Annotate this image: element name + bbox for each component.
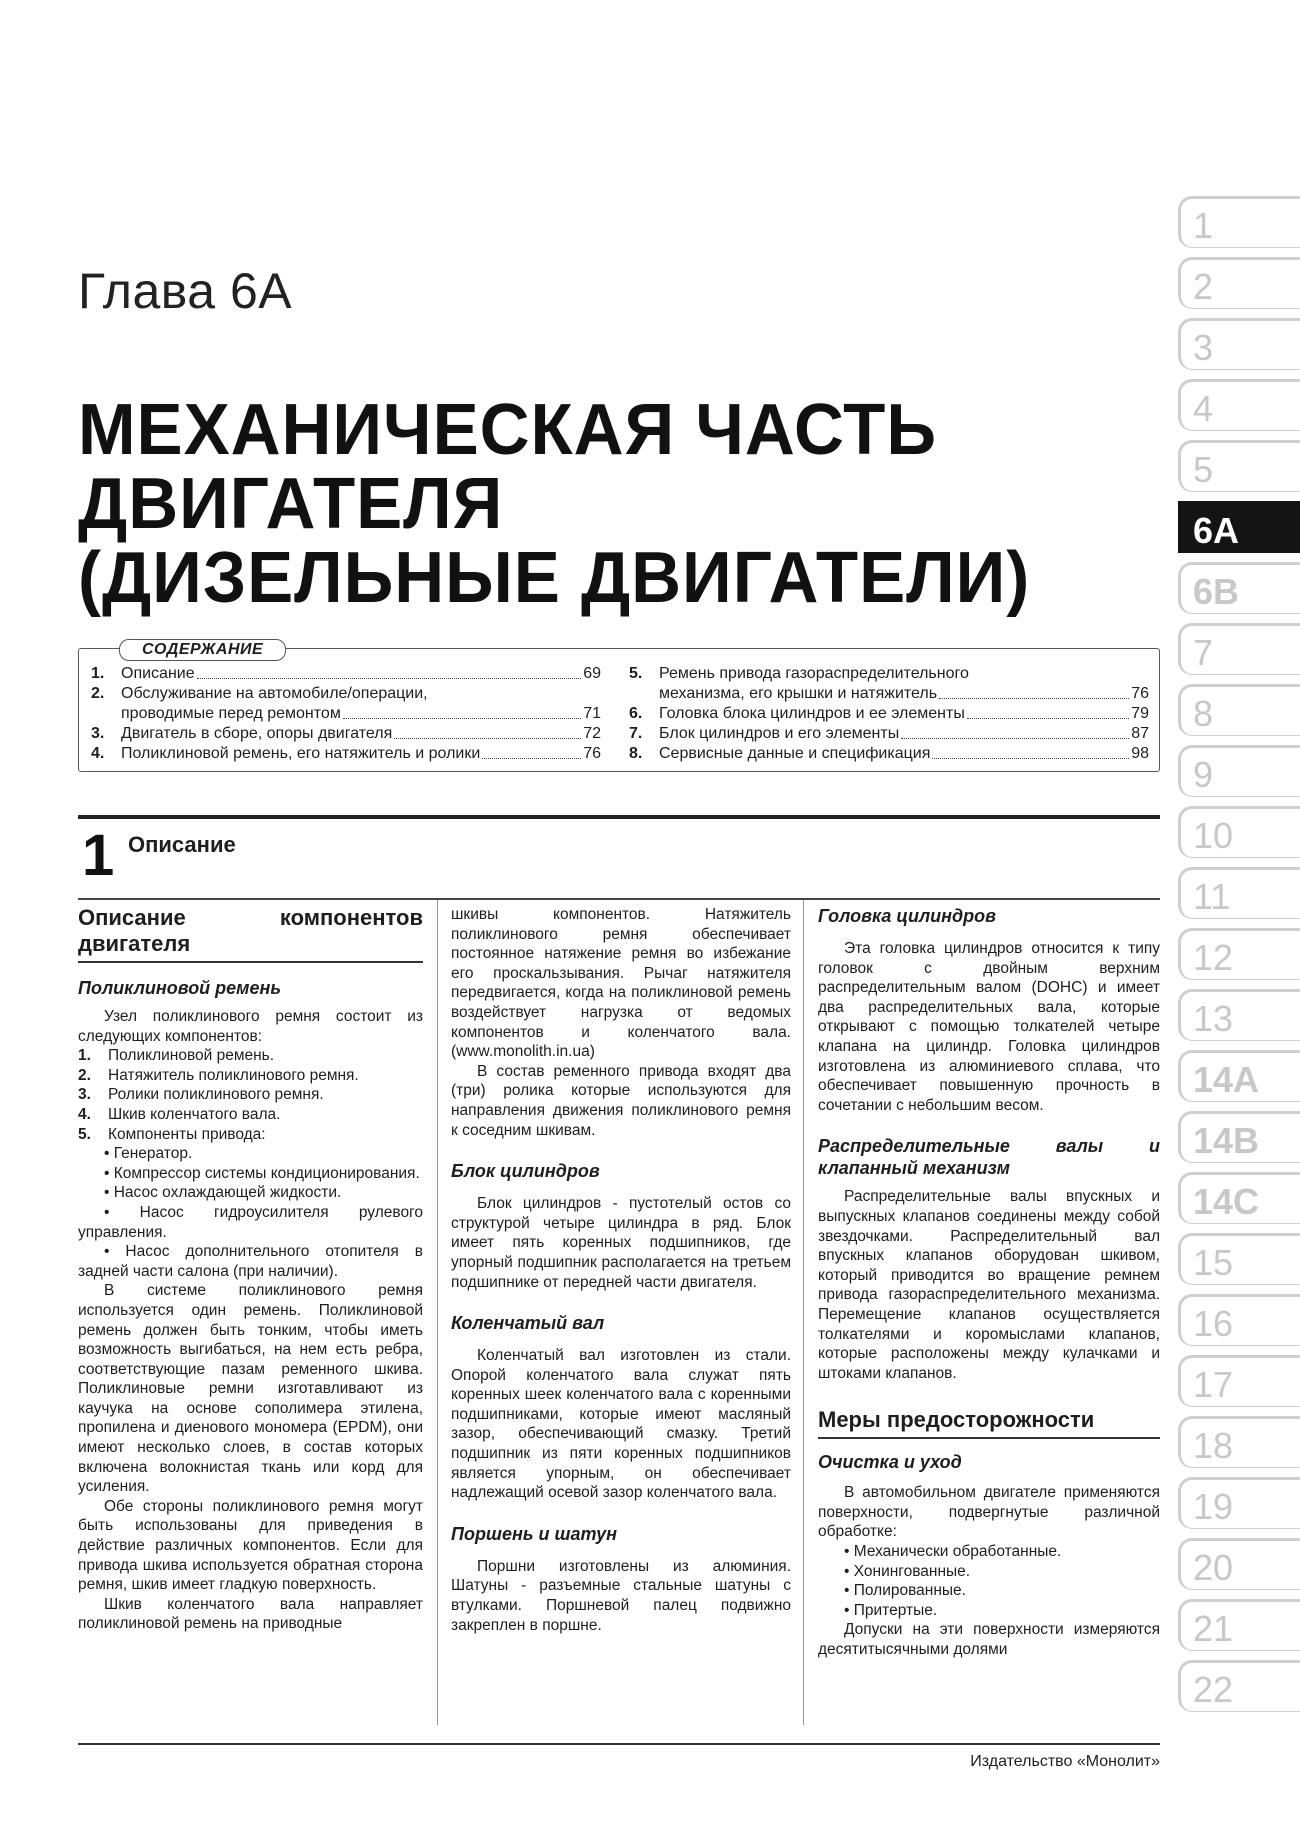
list-item: 5. Компоненты привода: [78,1125,266,1143]
contents-label: СОДЕРЖАНИЕ [119,639,286,661]
paragraph: Поршни изготовлены из алюминия. Шатуны - разъемные стальные шатуны с втулками. Поршневой палец подвижно закреплен в поршне. [451,1557,791,1634]
text-column-3 [818,905,1160,1660]
chapter-tab-2[interactable] [1178,257,1300,309]
chapter-tab-6a[interactable] [1178,501,1300,553]
paragraph: Коленчатый вал изготовлен из стали. Опорой коленчатого вала служат пять коренных шеек коленчатого вала с коренными подшипниками, которые имеют масляный зазор, обеспечивающий смазку. Третий подшипник из пяти коренных подшипников является упорным, он обеспечивает надлежащий осевой зазор коленчатого вала. [451,1347,791,1502]
chapter-label: Глава 6А [78,263,293,319]
chapter-tab-label: 14C [1193,1181,1260,1222]
paragraph: В автомобильном двигателе применяются поверхности, подвергнутые различной обработке: [818,1484,1160,1541]
chapter-tab-label: 1 [1193,205,1214,246]
section-title: Описание [128,832,236,857]
bullet-item: • Насос гидроусилителя рулевого управления. [78,1203,423,1241]
list-item: 4. Шкив коленчатого вала. [78,1105,281,1123]
component-list [78,1046,423,1144]
chapter-tab-16[interactable] [1178,1294,1300,1346]
contents-leader-dots [394,724,581,739]
list-item: 1. Поликлиновой ремень. [78,1047,275,1065]
contents-entry-title: Головка блока цилиндров и ее элементы [659,705,965,722]
heading-rule [78,961,423,963]
publisher-footer: Издательство «Монолит» [970,1753,1160,1770]
title-line: ДВИГАТЕЛЯ [78,464,504,544]
contents-entry-number: 1. [91,665,105,682]
contents-left-column [91,664,601,764]
chapter-tab-label: 10 [1193,815,1234,856]
chapter-tab-20[interactable] [1178,1538,1300,1590]
chapter-tab-21[interactable] [1178,1599,1300,1651]
contents-entry-page: 76 [1131,685,1149,702]
contents-leader-dots [901,724,1129,739]
contents-leader-dots [932,744,1129,759]
chapter-tab-14c[interactable] [1178,1172,1300,1224]
contents-entry [91,684,601,724]
contents-entry-page: 76 [583,745,601,762]
contents-entry-title: Сервисные данные и спецификация [659,745,931,762]
bullet-item: • Насос охлаждающей жидкости. [104,1184,342,1202]
text-column-1 [78,905,423,1634]
text-column-2 [451,905,791,1635]
chapter-tab-12[interactable] [1178,928,1300,980]
subheading-head: Головка цилиндров [818,906,997,926]
footer-rule [78,1743,1160,1745]
chapter-tab-label: 3 [1193,327,1214,368]
chapter-tab-label: 4 [1193,388,1214,429]
contents-entry-title: Двигатель в сборе, опоры двигателя [121,725,393,742]
heading-rule [818,1437,1160,1439]
chapter-tab-label: 18 [1193,1425,1234,1466]
chapter-tab-label: 6B [1193,571,1240,612]
chapter-tab-label: 14B [1193,1120,1260,1161]
contents-entry [91,744,601,764]
contents-entry [629,664,1149,704]
chapter-tab-label: 17 [1193,1364,1234,1405]
bullet-item: • Насос дополнительного отопителя в задней части салона (при наличии). [78,1243,423,1280]
paragraph: Шкив коленчатого вала направляет поликлиновой ремень на приводные [78,1595,423,1633]
contents-entry-number: 4. [91,745,105,762]
chapter-tab-8[interactable] [1178,684,1300,736]
contents-entry-page: 71 [583,705,601,722]
contents-box [78,641,1160,772]
title-line: МЕХАНИЧЕСКАЯ ЧАСТЬ [78,390,938,470]
chapter-tab-6b[interactable] [1178,562,1300,614]
section-number: 1 [82,823,115,888]
contents-entry-title: Блок цилиндров и его элементы [659,725,900,742]
chapter-tab-label: 9 [1193,754,1214,795]
chapter-tab-label: 14A [1193,1059,1260,1100]
subheading-block: Блок цилиндров [451,1161,600,1182]
contents-entry-title: Обслуживание на автомобиле/операции, [121,685,428,702]
contents-entry-title: механизма, его крышки и натяжитель [659,685,938,702]
contents-leader-dots [343,704,581,719]
paragraph: Блок цилиндров - пустотелый остов со структурой четыре цилиндра в ряд. Блок имеет пять коренных подшипников, где упорный подшипник располагается на третьем подшипнике от передней части двигателя. [451,1195,791,1291]
contents-entry-page: 98 [1131,745,1149,762]
chapter-tab-label: 22 [1193,1669,1234,1710]
chapter-tab-17[interactable] [1178,1355,1300,1407]
bullet-item: • Хонингованные. [844,1562,971,1580]
chapter-tab-label: 20 [1193,1547,1234,1588]
contents-entry-number: 5. [629,665,643,682]
chapter-tab-3[interactable] [1178,318,1300,370]
contents-entry-page: 87 [1131,725,1149,742]
chapter-tab-19[interactable] [1178,1477,1300,1529]
contents-entry-number: 6. [629,705,643,722]
contents-entry-title: Поликлиновой ремень, его натяжитель и ролики [121,745,481,762]
bullet-item: • Полированные. [844,1582,966,1600]
chapter-tab-13[interactable] [1178,989,1300,1041]
heading-engine-components: Описание компонентов двигателя [78,905,423,956]
contents-leader-dots [967,704,1129,719]
paragraph: Узел поликлинового ремня состоит из следующих компонентов: [78,1008,423,1045]
chapter-tab-10[interactable] [1178,806,1300,858]
title-line: (ДИЗЕЛЬНЫЕ ДВИГАТЕЛИ) [78,538,1031,618]
contents-entry-title: Описание [121,665,195,682]
subheading-camshafts: Распределительные валы и клапанный механизм [818,1136,1160,1179]
chapter-tab-label: 12 [1193,937,1234,978]
heading-precautions: Меры предосторожности [818,1407,1095,1433]
paragraph: Обе стороны поликлинового ремня могут быть использованы для приведения в действие различных компонентов. Если для привода шкива используется обратная сторона ремня, шкив имеет гладкую поверхность. [78,1497,423,1594]
contents-entry-page: 79 [1131,705,1149,722]
chapter-tab-4[interactable] [1178,379,1300,431]
contents-entry-page: 69 [583,665,601,682]
contents-entry-number: 8. [629,745,643,762]
chapter-tab-11[interactable] [1178,867,1300,919]
list-item: 2. Натяжитель поликлинового ремня. [78,1066,359,1084]
chapter-tab-14a[interactable] [1178,1050,1300,1102]
bullet-item: • Притертые. [844,1601,938,1619]
paragraph: В состав ременного привода входят два (три) ролика которые используются для направления движения поликлинового ремня к соседним шкивам. [451,1062,791,1139]
chapter-title [78,390,1031,618]
contents-right-column [629,664,1149,764]
bullet-item: • Генератор. [104,1145,193,1163]
bullet-item: • Компрессор системы кондиционирования. [104,1164,420,1182]
contents-leader-dots [939,684,1129,699]
paragraph: шкивы компонентов. Натяжитель поликлинового ремня обеспечивает постоянное натяжение ремня во избежание его проскальзывания. Рычаг натяжителя передвигается, когда на поликлиновой ремень воздействует нагрузка от ведомых компонентов и коленчатого вала. (www.monolith.in.ua) [451,906,791,1061]
section-bottom-rule [78,898,1160,900]
chapter-tab-label: 11 [1193,876,1231,917]
contents-entry [91,724,601,744]
chapter-tab-label: 16 [1193,1303,1234,1344]
contents-entry-page: 72 [583,725,601,742]
contents-entry-number: 2. [91,685,105,702]
list-item: 3. Ролики поликлинового ремня. [78,1086,324,1104]
chapter-tab-9[interactable] [1178,745,1300,797]
paragraph: Эта головка цилиндров относится к типу головок с двойным верхним распределительным валом (DOHC) и имеет два распределительных вала, которые открывают с помощью толкателей четыре клапана на цилиндр. Головка цилиндров изготовлена из алюминиевого сплава, что обеспечивает повышенную прочность в сочетании с небольшим весом. [818,940,1160,1114]
chapter-tab-label: 6A [1193,510,1240,551]
contents-entry [629,704,1149,724]
chapter-tab-label: 2 [1193,266,1214,307]
chapter-tab-label: 19 [1193,1486,1234,1527]
contents-entry-number: 3. [91,725,105,742]
bullet-item: • Механически обработанные. [844,1543,1062,1561]
contents-entry [629,744,1149,764]
chapter-tab-label: 15 [1193,1242,1234,1283]
chapter-tab-label: 7 [1193,632,1214,673]
section-top-rule [78,815,1160,819]
contents-leader-dots [482,744,581,759]
paragraph: В системе поликлинового ремня используется один ремень. Поликлиновой ремень должен быть тонким, чтобы иметь возможность выгибаться, на нем есть ребра, соответствующие пазам ременного шкива. Поликлиновые ремни изготавливают из каучука на основе сополимера этилена, пропилена и диенового мономера (EPDM), они имеют несколько слоев, в состав которых включена волокнистая ткань или корд для усиления. [78,1282,423,1496]
chapter-tab-label: 8 [1193,693,1214,734]
subheading-cleaning: Очистка и уход [818,1452,962,1473]
chapter-tab-15[interactable] [1178,1233,1300,1285]
contents-entry [91,664,601,684]
contents-entry-number: 7. [629,725,643,742]
chapter-tab-label: 13 [1193,998,1234,1039]
chapter-tab-18[interactable] [1178,1416,1300,1468]
column-divider [437,900,438,1725]
chapter-tab-7[interactable] [1178,623,1300,675]
chapter-tab-label: 5 [1193,449,1214,490]
contents-entry-title: Ремень привода газораспределительного [659,665,969,682]
subheading-piston: Поршень и шатун [451,1523,617,1544]
contents-entry-title: проводимые перед ремонтом [121,705,341,722]
chapter-tab-label: 21 [1193,1608,1234,1649]
contents-entry [629,724,1149,744]
paragraph: Допуски на эти поверхности измеряются десятитысячными долями [818,1621,1160,1659]
paragraph: Распределительные валы впускных и выпускных клапанов соединены между собой звездочками. Распределительный вал впускных клапанов оборудован шкивом, который приводится во вращение ремнем привода газораспределительного механизма. Перемещение клапанов осуществляется толкателями и коромыслами клапанов, которые расположены между кулачками и штоками клапанов. [818,1188,1160,1382]
contents-leader-dots [197,664,582,679]
chapter-tab-22[interactable] [1178,1660,1300,1712]
chapter-tab-5[interactable] [1178,440,1300,492]
chapter-tab-14b[interactable] [1178,1111,1300,1163]
subheading-belt: Поликлиновой ремень [78,978,282,998]
column-divider [803,900,804,1725]
chapter-tab-1[interactable] [1178,196,1300,248]
subheading-crankshaft: Коленчатый вал [451,1313,605,1334]
